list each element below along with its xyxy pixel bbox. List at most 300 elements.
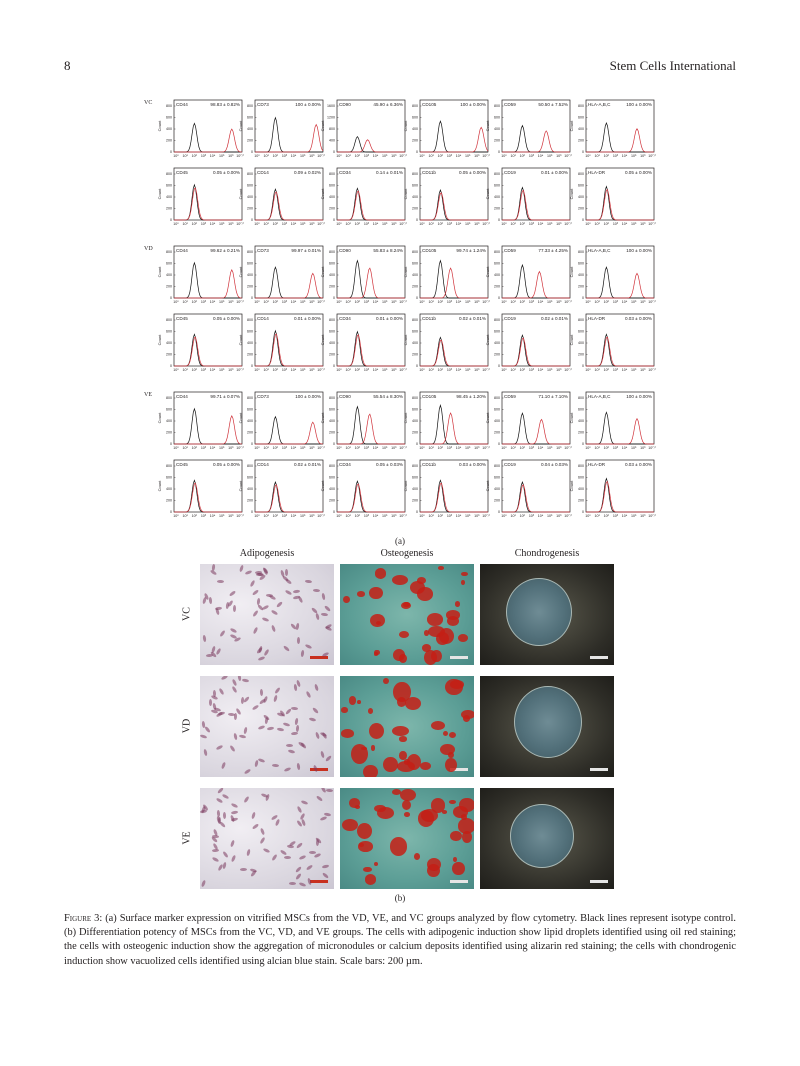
- x-tick-label: 10⁰: [254, 446, 260, 450]
- marker-percentage: 0.05 ± 0.00%: [212, 462, 240, 467]
- y-tick-label: 200: [329, 430, 335, 435]
- marker-percentage: 71.10 ± 7.10%: [538, 394, 568, 399]
- y-tick-label: 800: [247, 172, 253, 177]
- y-tick-label: 0: [582, 150, 584, 155]
- y-axis-label: Count: [569, 480, 574, 492]
- x-tick-label: 10³: [200, 368, 207, 372]
- subfigure-a-label: (a): [395, 536, 405, 546]
- y-tick-label: 0: [333, 442, 335, 447]
- x-tick-label: 10³: [612, 222, 619, 226]
- marker-percentage: 0.02 ± 0.01%: [293, 462, 321, 467]
- y-tick-label: 400: [412, 127, 418, 132]
- x-tick-label: 10⁷.²: [317, 368, 325, 372]
- x-tick-label: 10⁶: [228, 514, 234, 518]
- marker-percentage: 0.05 ± 0.03%: [375, 462, 403, 467]
- marker-percentage: 45.90 ± 6.36%: [373, 102, 403, 107]
- x-tick-label: 10⁶: [309, 368, 315, 372]
- y-tick-label: 400: [578, 195, 584, 200]
- x-tick-label: 10⁰: [254, 222, 260, 226]
- y-tick-label: 600: [578, 261, 584, 266]
- x-tick-label: 10⁰: [173, 368, 179, 372]
- x-tick-label: 10⁰: [585, 154, 591, 158]
- histogram-panel-vd-cd90: [320, 246, 408, 304]
- x-tick-label: 10³: [446, 222, 453, 226]
- x-tick-label: 10⁰: [336, 300, 342, 304]
- y-tick-label: 600: [578, 183, 584, 188]
- x-tick-label: 10³: [200, 300, 207, 304]
- y-tick-label: 600: [329, 475, 335, 480]
- y-tick-label: 200: [247, 352, 253, 357]
- x-tick-label: 10¹: [510, 222, 516, 226]
- figure-label: Figure 3:: [64, 913, 103, 924]
- micrograph-osteogenesis-vc: [340, 564, 474, 665]
- histogram-panel-vd-cd34: [320, 314, 408, 372]
- y-tick-label: 200: [329, 284, 335, 289]
- x-tick-label: 10⁰: [501, 300, 507, 304]
- x-tick-label: 10⁷.²: [482, 368, 490, 372]
- histogram-panel-ve-cd34: [320, 460, 408, 518]
- x-tick-label: 10¹: [182, 368, 188, 372]
- x-tick-label: 10⁵: [630, 368, 637, 372]
- y-tick-label: 200: [494, 498, 500, 503]
- x-tick-label: 10³: [612, 514, 619, 518]
- y-tick-label: 800: [578, 464, 584, 469]
- y-tick-label: 400: [166, 419, 172, 424]
- figure-caption: [64, 912, 736, 969]
- y-tick-label: 800: [166, 104, 172, 109]
- x-tick-label: 10⁴: [209, 154, 216, 158]
- y-tick-label: 400: [578, 341, 584, 346]
- x-tick-label: 10⁷.²: [317, 154, 325, 158]
- x-tick-label: 10⁰: [501, 154, 507, 158]
- y-axis-label: Count: [157, 188, 162, 200]
- y-tick-label: 800: [247, 250, 253, 255]
- y-tick-label: 400: [247, 273, 253, 278]
- x-tick-label: 10⁵: [299, 222, 306, 226]
- histogram-panel-vc-cd90: [320, 100, 408, 158]
- marker-percentage: 0.01 ± 0.00%: [293, 316, 321, 321]
- x-tick-label: 10⁴: [621, 154, 628, 158]
- row-label-vc: VC: [181, 607, 193, 621]
- x-tick-label: 10⁵: [381, 446, 388, 450]
- marker-percentage: 100 ± 0.00%: [626, 102, 652, 107]
- y-tick-label: 400: [578, 127, 584, 132]
- y-tick-label: 200: [247, 498, 253, 503]
- y-tick-label: 0: [498, 296, 500, 301]
- y-tick-label: 600: [494, 261, 500, 266]
- y-tick-label: 200: [329, 206, 335, 211]
- y-tick-label: 0: [170, 442, 172, 447]
- marker-percentage: 98.45 ± 1.20%: [456, 394, 486, 399]
- x-tick-label: 10²: [191, 514, 197, 518]
- x-tick-label: 10⁰: [336, 368, 342, 372]
- x-tick-label: 10⁶: [640, 222, 646, 226]
- x-tick-label: 10³: [363, 222, 370, 226]
- y-tick-label: 400: [494, 419, 500, 424]
- y-tick-label: 600: [578, 329, 584, 334]
- x-tick-label: 10⁵: [381, 368, 388, 372]
- y-tick-label: 1200: [327, 115, 335, 120]
- marker-percentage: 0.02 ± 0.01%: [540, 316, 568, 321]
- micrograph-osteogenesis-ve: [340, 788, 474, 889]
- y-tick-label: 200: [412, 284, 418, 289]
- x-tick-label: 10²: [519, 514, 525, 518]
- x-tick-label: 10⁰: [173, 300, 179, 304]
- x-tick-label: 10⁴: [209, 368, 216, 372]
- x-tick-label: 10⁷.²: [564, 222, 572, 226]
- histogram-panel-vd-cd44: [157, 246, 245, 304]
- marker-name: CD45: [176, 462, 188, 467]
- marker-name: CD59: [504, 102, 516, 107]
- group-label-vc: VC: [144, 100, 153, 106]
- histogram-panel-vd-cd105: [403, 246, 491, 304]
- x-tick-label: 10⁰: [419, 300, 425, 304]
- x-tick-label: 10¹: [345, 300, 351, 304]
- x-tick-label: 10³: [281, 154, 288, 158]
- y-tick-label: 600: [329, 407, 335, 412]
- y-axis-label: Count: [320, 412, 325, 424]
- x-tick-label: 10⁶: [556, 300, 562, 304]
- x-tick-label: 10⁵: [218, 446, 225, 450]
- x-tick-label: 10⁵: [218, 154, 225, 158]
- x-tick-label: 10²: [437, 446, 443, 450]
- y-axis-label: Count: [320, 480, 325, 492]
- x-tick-label: 10¹: [182, 222, 188, 226]
- x-tick-label: 10¹: [428, 222, 434, 226]
- x-tick-label: 10⁰: [254, 368, 260, 372]
- x-tick-label: 10⁶: [391, 222, 397, 226]
- y-axis-label: Count: [238, 188, 243, 200]
- y-tick-label: 200: [329, 352, 335, 357]
- x-tick-label: 10⁰: [419, 154, 425, 158]
- x-tick-label: 10²: [191, 446, 197, 450]
- y-tick-label: 0: [251, 218, 253, 223]
- x-tick-label: 10¹: [594, 368, 600, 372]
- x-tick-label: 10⁴: [290, 300, 297, 304]
- y-tick-label: 800: [494, 318, 500, 323]
- histogram-panel-ve-cd11b: [403, 460, 491, 518]
- x-tick-label: 10²: [272, 514, 278, 518]
- x-tick-label: 10⁵: [546, 514, 553, 518]
- x-tick-label: 10⁵: [218, 222, 225, 226]
- y-tick-label: 400: [166, 195, 172, 200]
- y-tick-label: 800: [166, 250, 172, 255]
- x-tick-label: 10⁷.²: [564, 300, 572, 304]
- x-tick-label: 10³: [612, 368, 619, 372]
- y-tick-label: 800: [329, 396, 335, 401]
- x-tick-label: 10⁷.²: [317, 514, 325, 518]
- x-tick-label: 10²: [603, 446, 609, 450]
- x-tick-label: 10⁰: [419, 222, 425, 226]
- y-axis-label: Count: [238, 412, 243, 424]
- y-tick-label: 200: [166, 430, 172, 435]
- x-tick-label: 10⁶: [474, 300, 480, 304]
- histogram-panel-vc-cd14: [238, 168, 326, 226]
- x-tick-label: 10³: [363, 514, 370, 518]
- x-tick-label: 10³: [281, 222, 288, 226]
- x-tick-label: 10⁷.²: [399, 222, 407, 226]
- marker-percentage: 0.03 ± 0.00%: [458, 462, 486, 467]
- x-tick-label: 10⁰: [336, 514, 342, 518]
- y-tick-label: 600: [412, 475, 418, 480]
- x-tick-label: 10⁵: [464, 222, 471, 226]
- x-tick-label: 10⁷.²: [482, 446, 490, 450]
- x-tick-label: 10²: [272, 154, 278, 158]
- marker-name: CD34: [339, 462, 351, 467]
- flow-cytometry-figure: [0, 90, 800, 530]
- x-tick-label: 10⁵: [299, 446, 306, 450]
- y-tick-label: 600: [247, 115, 253, 120]
- y-axis-label: Count: [485, 480, 490, 492]
- y-axis-label: Count: [157, 120, 162, 132]
- y-tick-label: 0: [498, 218, 500, 223]
- x-tick-label: 10⁴: [209, 514, 216, 518]
- x-tick-label: 10¹: [345, 222, 351, 226]
- x-tick-label: 10⁶: [474, 222, 480, 226]
- y-tick-label: 800: [412, 250, 418, 255]
- marker-percentage: 0.05 ± 0.00%: [458, 170, 486, 175]
- x-tick-label: 10⁶: [391, 154, 397, 158]
- y-tick-label: 800: [412, 318, 418, 323]
- y-tick-label: 600: [247, 475, 253, 480]
- x-tick-label: 10⁶: [228, 154, 234, 158]
- x-tick-label: 10⁴: [290, 514, 297, 518]
- marker-percentage: 100 ± 0.00%: [626, 248, 652, 253]
- histogram-panel-ve-cd44: [157, 392, 245, 450]
- x-tick-label: 10¹: [510, 154, 516, 158]
- y-tick-label: 600: [247, 261, 253, 266]
- y-axis-label: Count: [485, 334, 490, 346]
- x-tick-label: 10⁰: [501, 368, 507, 372]
- marker-percentage: 100 ± 0.00%: [460, 102, 486, 107]
- y-tick-label: 800: [412, 172, 418, 177]
- x-tick-label: 10⁴: [372, 300, 379, 304]
- marker-percentage: 55.83 ± 8.24%: [373, 248, 403, 253]
- x-tick-label: 10⁷.²: [399, 446, 407, 450]
- y-tick-label: 0: [333, 364, 335, 369]
- x-tick-label: 10²: [519, 446, 525, 450]
- y-tick-label: 200: [578, 206, 584, 211]
- y-axis-label: Count: [403, 188, 408, 200]
- histogram-panel-vc-cd44: [157, 100, 245, 158]
- y-tick-label: 800: [578, 250, 584, 255]
- marker-name: HLA-A,B,C: [588, 248, 611, 253]
- y-axis-label: Count: [403, 480, 408, 492]
- x-tick-label: 10⁴: [455, 222, 462, 226]
- x-tick-label: 10²: [603, 300, 609, 304]
- y-tick-label: 600: [494, 329, 500, 334]
- x-tick-label: 10³: [528, 446, 535, 450]
- x-tick-label: 10⁴: [455, 368, 462, 372]
- y-axis-label: Count: [403, 266, 408, 278]
- y-tick-label: 400: [578, 273, 584, 278]
- x-tick-label: 10⁶: [556, 222, 562, 226]
- x-tick-label: 10⁶: [309, 300, 315, 304]
- group-label-vd: VD: [144, 246, 153, 252]
- y-tick-label: 400: [247, 127, 253, 132]
- y-tick-label: 400: [412, 419, 418, 424]
- x-tick-label: 10²: [519, 300, 525, 304]
- x-tick-label: 10³: [200, 222, 207, 226]
- x-tick-label: 10³: [200, 446, 207, 450]
- marker-percentage: 100 ± 0.00%: [295, 102, 321, 107]
- histogram-panel-ve-cd105: [403, 392, 491, 450]
- histogram-panel-vc-cd19: [485, 168, 573, 226]
- micrograph-chondrogenesis-ve: [480, 788, 614, 889]
- x-tick-label: 10⁷.²: [236, 514, 244, 518]
- y-tick-label: 400: [412, 341, 418, 346]
- y-axis-label: Count: [157, 334, 162, 346]
- marker-percentage: 0.05 ± 0.00%: [212, 170, 240, 175]
- marker-name: CD45: [176, 316, 188, 321]
- marker-percentage: 50.50 ± 7.52%: [538, 102, 568, 107]
- y-tick-label: 400: [494, 273, 500, 278]
- micrograph-chondrogenesis-vd: [480, 676, 614, 777]
- y-tick-label: 600: [247, 407, 253, 412]
- x-tick-label: 10³: [446, 368, 453, 372]
- x-tick-label: 10⁴: [621, 300, 628, 304]
- marker-percentage: 98.83 ± 0.82%: [210, 102, 240, 107]
- marker-name: CD44: [176, 248, 188, 253]
- marker-percentage: 100 ± 0.00%: [626, 394, 652, 399]
- x-tick-label: 10²: [437, 514, 443, 518]
- y-tick-label: 200: [412, 498, 418, 503]
- histogram-panel-vc-cd11b: [403, 168, 491, 226]
- marker-percentage: 0.05 ± 0.00%: [212, 316, 240, 321]
- marker-name: CD11b: [422, 170, 436, 175]
- histogram-panel-vd-cd73: [238, 246, 326, 304]
- x-tick-label: 10⁰: [585, 368, 591, 372]
- y-axis-label: Count: [569, 334, 574, 346]
- y-tick-label: 600: [494, 183, 500, 188]
- x-tick-label: 10⁶: [309, 446, 315, 450]
- column-title-osteogenesis: Osteogenesis: [380, 548, 434, 559]
- y-tick-label: 200: [166, 206, 172, 211]
- row-label-vd: VD: [181, 718, 193, 734]
- y-axis-label: Count: [320, 334, 325, 346]
- histogram-panel-vc-cd59: [485, 100, 573, 158]
- histogram-panel-vc-hla-a-b-c: [569, 100, 657, 158]
- y-tick-label: 200: [578, 284, 584, 289]
- x-tick-label: 10⁵: [381, 514, 388, 518]
- y-tick-label: 0: [170, 510, 172, 515]
- x-tick-label: 10¹: [263, 300, 269, 304]
- x-tick-label: 10²: [354, 222, 360, 226]
- histogram-panel-vc-cd105: [403, 100, 491, 158]
- y-tick-label: 800: [247, 318, 253, 323]
- marker-name: CD45: [176, 170, 188, 175]
- histogram-panel-vc-cd45: [157, 168, 245, 226]
- x-tick-label: 10⁶: [640, 368, 646, 372]
- column-title-chondrogenesis: Chondrogenesis: [514, 548, 580, 559]
- x-tick-label: 10³: [363, 446, 370, 450]
- histogram-panel-vd-cd11b: [403, 314, 491, 372]
- x-tick-label: 10⁶: [474, 446, 480, 450]
- x-tick-label: 10³: [281, 368, 288, 372]
- marker-name: CD90: [339, 102, 351, 107]
- y-tick-label: 200: [494, 352, 500, 357]
- x-tick-label: 10²: [191, 222, 197, 226]
- y-tick-label: 0: [416, 296, 418, 301]
- x-tick-label: 10³: [528, 154, 535, 158]
- marker-name: CD34: [339, 316, 351, 321]
- x-tick-label: 10⁵: [218, 368, 225, 372]
- y-axis-label: Count: [238, 266, 243, 278]
- group-label-ve: VE: [144, 392, 152, 398]
- histogram-panel-vd-cd19: [485, 314, 573, 372]
- y-tick-label: 200: [166, 284, 172, 289]
- marker-name: CD11b: [422, 316, 436, 321]
- x-tick-label: 10¹: [345, 514, 351, 518]
- y-tick-label: 0: [251, 442, 253, 447]
- x-tick-label: 10⁵: [299, 368, 306, 372]
- x-tick-label: 10⁴: [537, 514, 544, 518]
- x-tick-label: 10⁷.²: [564, 514, 572, 518]
- x-tick-label: 10⁴: [455, 300, 462, 304]
- y-tick-label: 600: [247, 329, 253, 334]
- y-axis-label: Count: [569, 188, 574, 200]
- y-tick-label: 800: [494, 396, 500, 401]
- x-tick-label: 10⁰: [585, 222, 591, 226]
- y-tick-label: 200: [578, 138, 584, 143]
- x-tick-label: 10⁰: [585, 300, 591, 304]
- x-tick-label: 10⁵: [630, 446, 637, 450]
- y-axis-label: Count: [157, 266, 162, 278]
- histogram-panel-vd-cd59: [485, 246, 573, 304]
- x-tick-label: 10⁰: [336, 222, 342, 226]
- marker-name: CD19: [504, 316, 516, 321]
- x-tick-label: 10⁰: [173, 514, 179, 518]
- x-tick-label: 10¹: [510, 300, 516, 304]
- y-tick-label: 800: [166, 318, 172, 323]
- histogram-panel-ve-hla-dr: [569, 460, 657, 518]
- x-tick-label: 10³: [612, 300, 619, 304]
- x-tick-label: 10⁶: [309, 154, 315, 158]
- micrograph-chondrogenesis-vc: [480, 564, 614, 665]
- y-tick-label: 800: [329, 172, 335, 177]
- marker-name: CD73: [257, 102, 269, 107]
- x-tick-label: 10³: [446, 300, 453, 304]
- x-tick-label: 10¹: [510, 368, 516, 372]
- marker-name: CD44: [176, 394, 188, 399]
- y-axis-label: Count: [485, 412, 490, 424]
- x-tick-label: 10⁶: [228, 300, 234, 304]
- y-tick-label: 0: [416, 510, 418, 515]
- x-tick-label: 10²: [519, 154, 525, 158]
- marker-name: CD59: [504, 394, 516, 399]
- x-tick-label: 10⁶: [474, 154, 480, 158]
- y-tick-label: 600: [166, 407, 172, 412]
- y-tick-label: 200: [247, 284, 253, 289]
- x-tick-label: 10¹: [263, 368, 269, 372]
- x-tick-label: 10¹: [428, 514, 434, 518]
- x-tick-label: 10⁶: [640, 514, 646, 518]
- micrograph-adipogenesis-ve: [200, 788, 334, 889]
- x-tick-label: 10⁵: [546, 154, 553, 158]
- marker-name: CD90: [339, 248, 351, 253]
- y-tick-label: 400: [412, 195, 418, 200]
- y-tick-label: 600: [166, 183, 172, 188]
- x-tick-label: 10⁴: [209, 446, 216, 450]
- y-tick-label: 600: [247, 183, 253, 188]
- y-tick-label: 400: [494, 195, 500, 200]
- y-tick-label: 600: [329, 261, 335, 266]
- y-tick-label: 200: [329, 498, 335, 503]
- histogram-panel-vd-cd45: [157, 314, 245, 372]
- x-tick-label: 10³: [528, 300, 535, 304]
- histogram-panel-vc-hla-dr: [569, 168, 657, 226]
- x-tick-label: 10²: [354, 514, 360, 518]
